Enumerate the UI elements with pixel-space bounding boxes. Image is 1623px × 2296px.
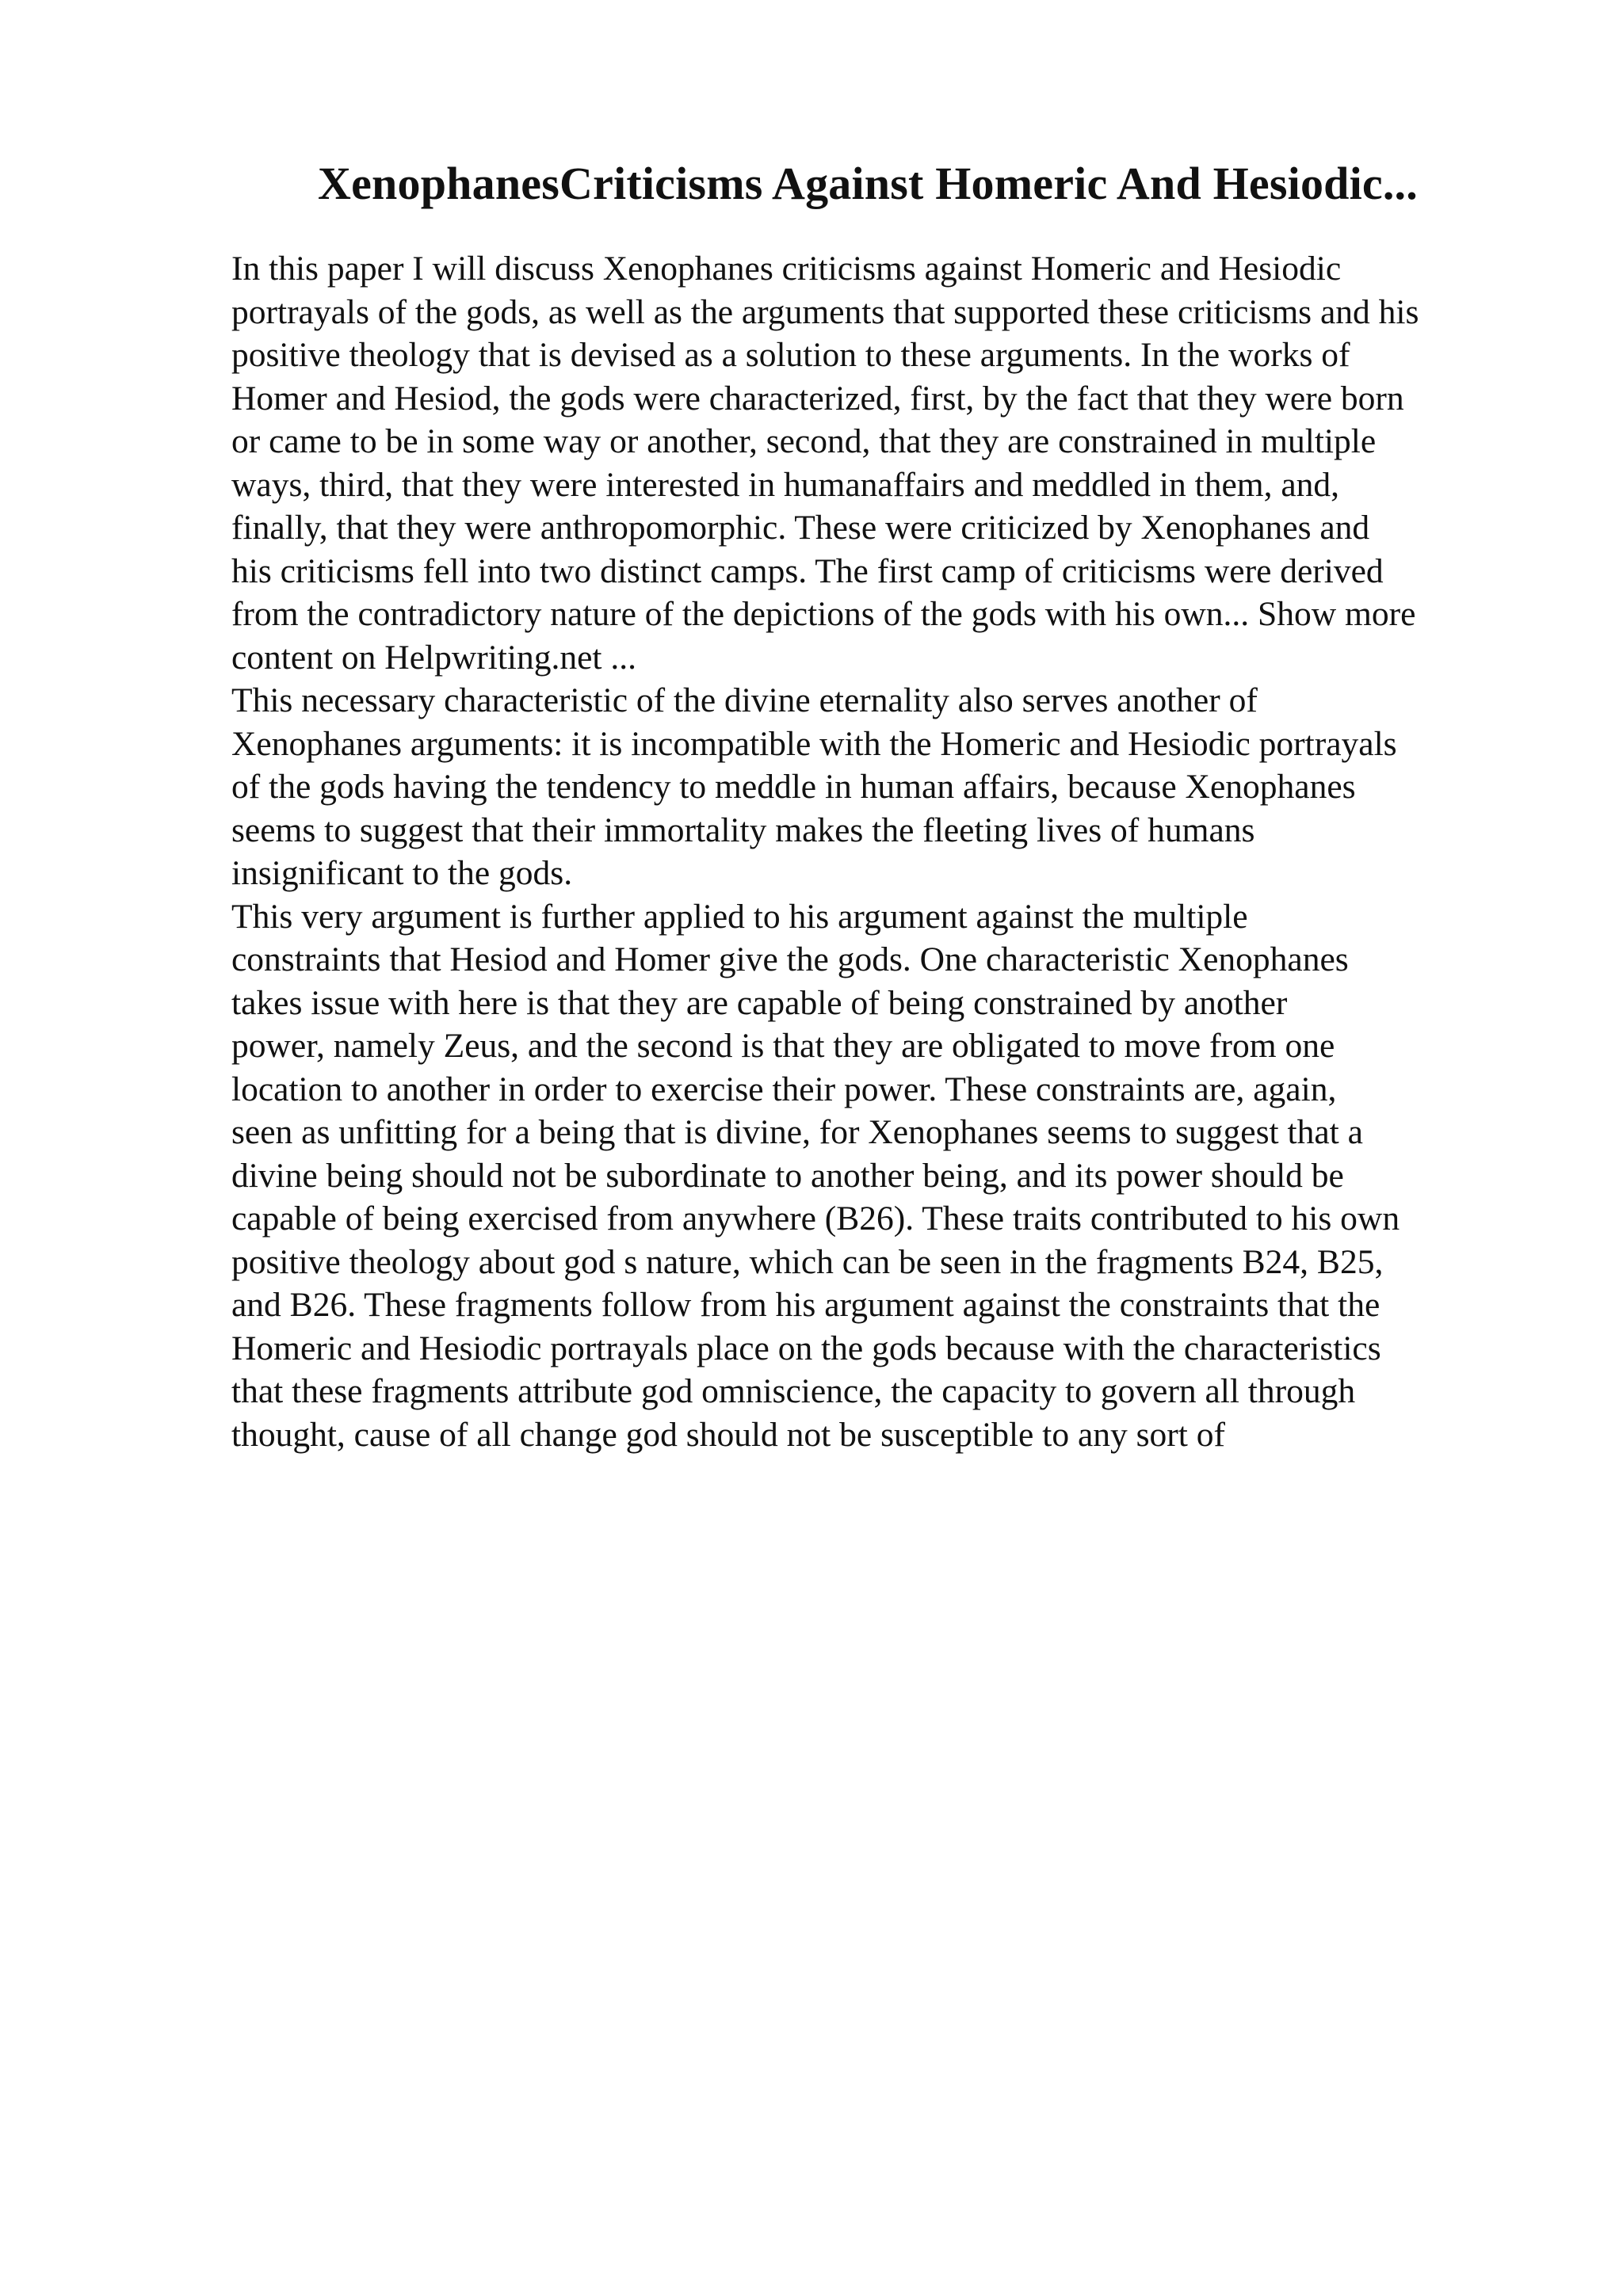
text-line: capable of being exercised from anywhere (B26). These traits contributed to his own: [231, 1199, 1400, 1238]
text-line: In this paper I will discuss Xenophanes criticisms against Homeric and Hesiodic: [231, 250, 1342, 288]
text-line: This necessary characteristic of the divine eternality also serves another of: [231, 681, 1258, 719]
text-line: insignificant to the gods.: [231, 854, 573, 892]
text-line: seems to suggest that their immortality makes the fleeting lives of humans: [231, 810, 1255, 849]
text-line: positive theology that is devised as a solution to these arguments. In the works of: [231, 336, 1350, 374]
document-title: XenophanesCriticisms Against Homeric And Hesiodic...: [318, 158, 1418, 209]
document-body: [231, 247, 1563, 1456]
text-line: Homer and Hesiod, the gods were characterized, first, by the fact that they were born: [231, 379, 1404, 418]
text-line: divine being should not be subordinate to another being, and its power should be: [231, 1156, 1344, 1195]
text-line: seen as unfitting for a being that is divine, for Xenophanes seems to suggest that a: [231, 1113, 1363, 1151]
text-line: positive theology about god s nature, which can be seen in the fragments B24, B25,: [231, 1242, 1384, 1281]
text-line: from the contradictory nature of the depictions of the gods with his own... Show more: [231, 595, 1416, 633]
text-line: Homeric and Hesiodic portrayals place on the gods because with the characteristics: [231, 1329, 1381, 1367]
text-line: and B26. These fragments follow from his argument against the constraints that the: [231, 1286, 1381, 1324]
text-line: content on Helpwriting.net ...: [231, 638, 637, 677]
text-line: Xenophanes arguments: it is incompatible with the Homeric and Hesiodic portrayals: [231, 724, 1397, 763]
text-line: constraints that Hesiod and Homer give the gods. One characteristic Xenophanes: [231, 940, 1349, 978]
text-line: power, namely Zeus, and the second is that they are obligated to move from one: [231, 1027, 1335, 1065]
text-line: portrayals of the gods, as well as the arguments that supported these criticisms and his: [231, 292, 1419, 331]
text-line: thought, cause of all change god should not be susceptible to any sort of: [231, 1415, 1225, 1454]
text-line: or came to be in some way or another, second, that they are constrained in multiple: [231, 422, 1377, 460]
text-line: finally, that they were anthropomorphic. These were criticized by Xenophanes and: [231, 509, 1370, 547]
text-line: This very argument is further applied to his argument against the multiple: [231, 897, 1248, 936]
text-line: ways, third, that they were interested in humanaffairs and meddled in them, and,: [231, 465, 1340, 504]
text-line: of the gods having the tendency to meddle in human affairs, because Xenophanes: [231, 768, 1356, 806]
text-line: that these fragments attribute god omniscience, the capacity to govern all through: [231, 1372, 1356, 1410]
text-line: his criticisms fell into two distinct camps. The first camp of criticisms were derived: [231, 551, 1384, 590]
text-line: location to another in order to exercise their power. These constraints are, again,: [231, 1070, 1337, 1108]
text-line: takes issue with here is that they are capable of being constrained by another: [231, 983, 1288, 1022]
